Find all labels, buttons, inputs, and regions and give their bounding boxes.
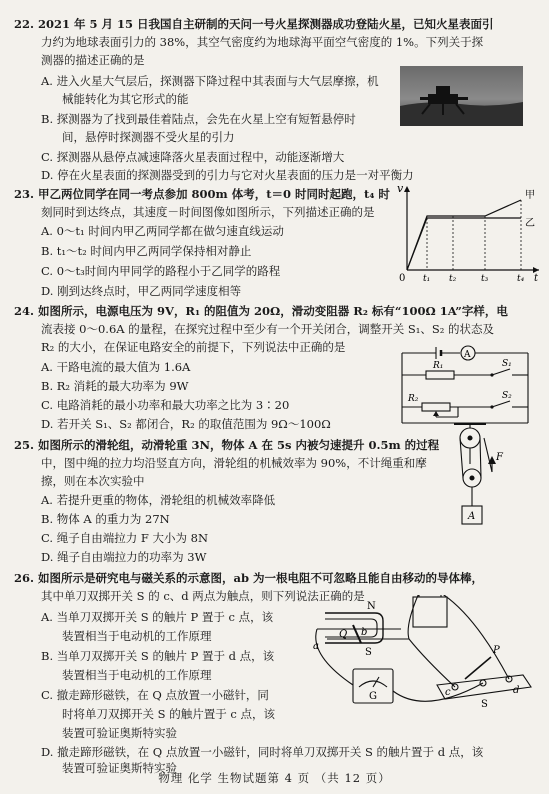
q25-option-d: D. 绳子自由端拉力的功率为 3W xyxy=(41,550,207,564)
q26-option-c-cont-1: 时将单刀双掷开关 S 的触片置于 c 点，该 xyxy=(62,707,275,721)
q24-option-a: A. 干路电流的最大值为 1.6A xyxy=(41,360,191,374)
q26-option-b-cont: 装置相当于电动机的工作原理 xyxy=(62,668,212,682)
contact-d-label: d xyxy=(513,685,520,696)
series-yi-label: 乙 xyxy=(525,218,535,229)
q22-option-d: D. 停在火星表面的探测器受到的引力与它对火星表面的压力是一对平衡力 xyxy=(41,168,414,182)
q23-stem-line-2: 刻同时到达终点，其速度－时间图像如图所示，下列描述正确的是 xyxy=(41,205,375,219)
pulley-system-diagram xyxy=(440,420,520,532)
q26-option-b: B. 当单刀双掷开关 S 的触片 P 置于 d 点，该 xyxy=(41,649,275,663)
axis-v-label: v xyxy=(397,182,404,195)
q24-stem-line-3: R₂ 的大小，在保证电路安全的前提下，下列说法中正确的是 xyxy=(41,340,346,354)
switch-s-label: S xyxy=(481,699,488,710)
series-jia-label: 甲 xyxy=(525,190,535,201)
q25-stem-line-1: 25. 如图所示的滑轮组，动滑轮重 3N，物体 A 在 5s 内被匀速提升 0.5m 的过程 xyxy=(14,438,440,452)
q26-option-d-cont: 装置可验证奥斯特实验 xyxy=(62,761,177,775)
q26-option-a: A. 当单刀双掷开关 S 的触片 P 置于 c 点，该 xyxy=(41,610,274,624)
q22-option-a-cont: 械能转化为其它形式的能 xyxy=(62,92,189,106)
q22-stem-line-2: 力约为地球表面引力的 38%，其空气密度约为地球海平面空气密度的 1%。下列关于探 xyxy=(41,35,484,49)
q24-option-d: D. 若开关 S₁、S₂ 都闭合，R₂ 的取值范围为 9Ω～100Ω xyxy=(41,417,331,431)
s1-label: S₁ xyxy=(502,359,512,369)
velocity-time-graph xyxy=(393,182,543,284)
magnet-s-label: S xyxy=(365,647,372,658)
q23-option-a: A. 0～t₁ 时间内甲乙两同学都在做匀速直线运动 xyxy=(41,224,284,238)
point-q-label: Q xyxy=(339,629,348,640)
point-a-label: a xyxy=(313,641,319,652)
q25-stem-line-2: 中，图中绳的拉力均沿竖直方向，滑轮组的机械效率为 90%，不计绳重和摩 xyxy=(41,456,427,470)
q24-option-c: C. 电路消耗的最小功率和最大功率之比为 3∶20 xyxy=(41,398,290,412)
tick-t4: t₄ xyxy=(517,274,525,284)
q23-option-b: B. t₁～t₂ 时间内甲乙两同学保持相对静止 xyxy=(41,244,252,258)
mars-probe-photo xyxy=(400,66,523,126)
q26-option-c-cont-2: 装置可验证奥斯特实验 xyxy=(62,726,177,740)
q25-option-c: C. 绳子自由端拉力 F 大小为 8N xyxy=(41,531,209,545)
page-footer: 物理 化学 生物试题第 4 页 （共 12 页） xyxy=(158,771,391,785)
tick-t2: t₂ xyxy=(449,274,457,284)
q26-option-d: D. 撤走蹄形磁铁，在 Q 点放置一小磁针，同时将单刀双掷开关 S 的触片置于 d 点，该 xyxy=(41,745,484,759)
q24-stem-line-1: 24. 如图所示，电源电压为 9V，R₁ 的阻值为 20Ω，滑动变阻器 R₂ 标有“100Ω 1A”字样，电 xyxy=(14,304,508,318)
point-b-label: b xyxy=(361,627,368,638)
q22-option-a: A. 进入火星大气层后，探测器下降过程中其表面与大气层摩擦，机 xyxy=(41,74,379,88)
r1-label: R₁ xyxy=(433,361,444,371)
origin-label: 0 xyxy=(399,273,406,284)
q23-stem-line-1: 23. 甲乙两位同学在同一考点参加 800m 体考，t＝0 时同时起跑，t₄ 时 xyxy=(14,187,390,201)
magnet-n-label: N xyxy=(367,601,376,612)
contact-p-label: P xyxy=(493,645,500,656)
s2-label: S₂ xyxy=(502,391,512,401)
q23-option-c: C. 0～t₃时间内甲同学的路程小于乙同学的路程 xyxy=(41,264,281,278)
q24-option-b: B. R₂ 消耗的最大功率为 9W xyxy=(41,379,189,393)
axis-t-label: t xyxy=(534,273,539,284)
q22-option-b: B. 探测器为了找到最佳着陆点，会先在火星上空有短暂悬停时 xyxy=(41,112,356,126)
q22-option-c: C. 探测器从悬停点减速降落火星表面过程中，动能逐渐增大 xyxy=(41,150,345,164)
q23-option-d: D. 刚到达终点时，甲乙两同学速度相等 xyxy=(41,284,242,298)
circuit-diagram xyxy=(396,345,536,431)
object-a-label: A xyxy=(468,511,476,522)
force-f-label: F xyxy=(496,452,503,463)
q25-option-b: B. 物体 A 的重力为 27N xyxy=(41,512,170,526)
q25-option-a: A. 若提升更重的物体，滑轮组的机械效率降低 xyxy=(41,493,276,507)
contact-c-label: c xyxy=(445,687,451,698)
q26-stem-line-1: 26. 如图所示是研究电与磁关系的示意图，ab 为一根电阻不可忽略且能自由移动的导体棒， xyxy=(14,571,484,585)
tick-t1: t₁ xyxy=(423,274,431,284)
q22-stem-line-3: 测器的描述正确的是 xyxy=(41,53,145,67)
q22-option-b-cont: 间，悬停时探测器不受火星的引力 xyxy=(62,130,235,144)
electromagnetism-apparatus-diagram xyxy=(305,595,541,735)
q24-stem-line-2: 流表接 0～0.6A 的量程，在探究过程中至少有一个开关闭合，调整开关 S₁、S₂ 的状态及 xyxy=(41,322,495,336)
ammeter-label: A xyxy=(464,350,471,360)
r2-label: R₂ xyxy=(408,394,419,404)
q26-option-a-cont: 装置相当于电动机的工作原理 xyxy=(62,629,212,643)
galvanometer-g-label: G xyxy=(369,691,377,702)
q25-stem-line-3: 擦，则在本次实验中 xyxy=(41,474,145,488)
tick-t3: t₃ xyxy=(481,274,489,284)
q22-stem-line-1: 22. 2021 年 5 月 15 日我国自主研制的天问一号火星探测器成功登陆火星，已知火星表面引 xyxy=(14,17,494,31)
q26-stem-line-2: 其中单刀双掷开关 S 的 c、d 两点为触点，则下列说法正确的是 xyxy=(41,589,365,603)
q26-option-c: C. 撤走蹄形磁铁，在 Q 点放置一小磁针，同 xyxy=(41,688,269,702)
